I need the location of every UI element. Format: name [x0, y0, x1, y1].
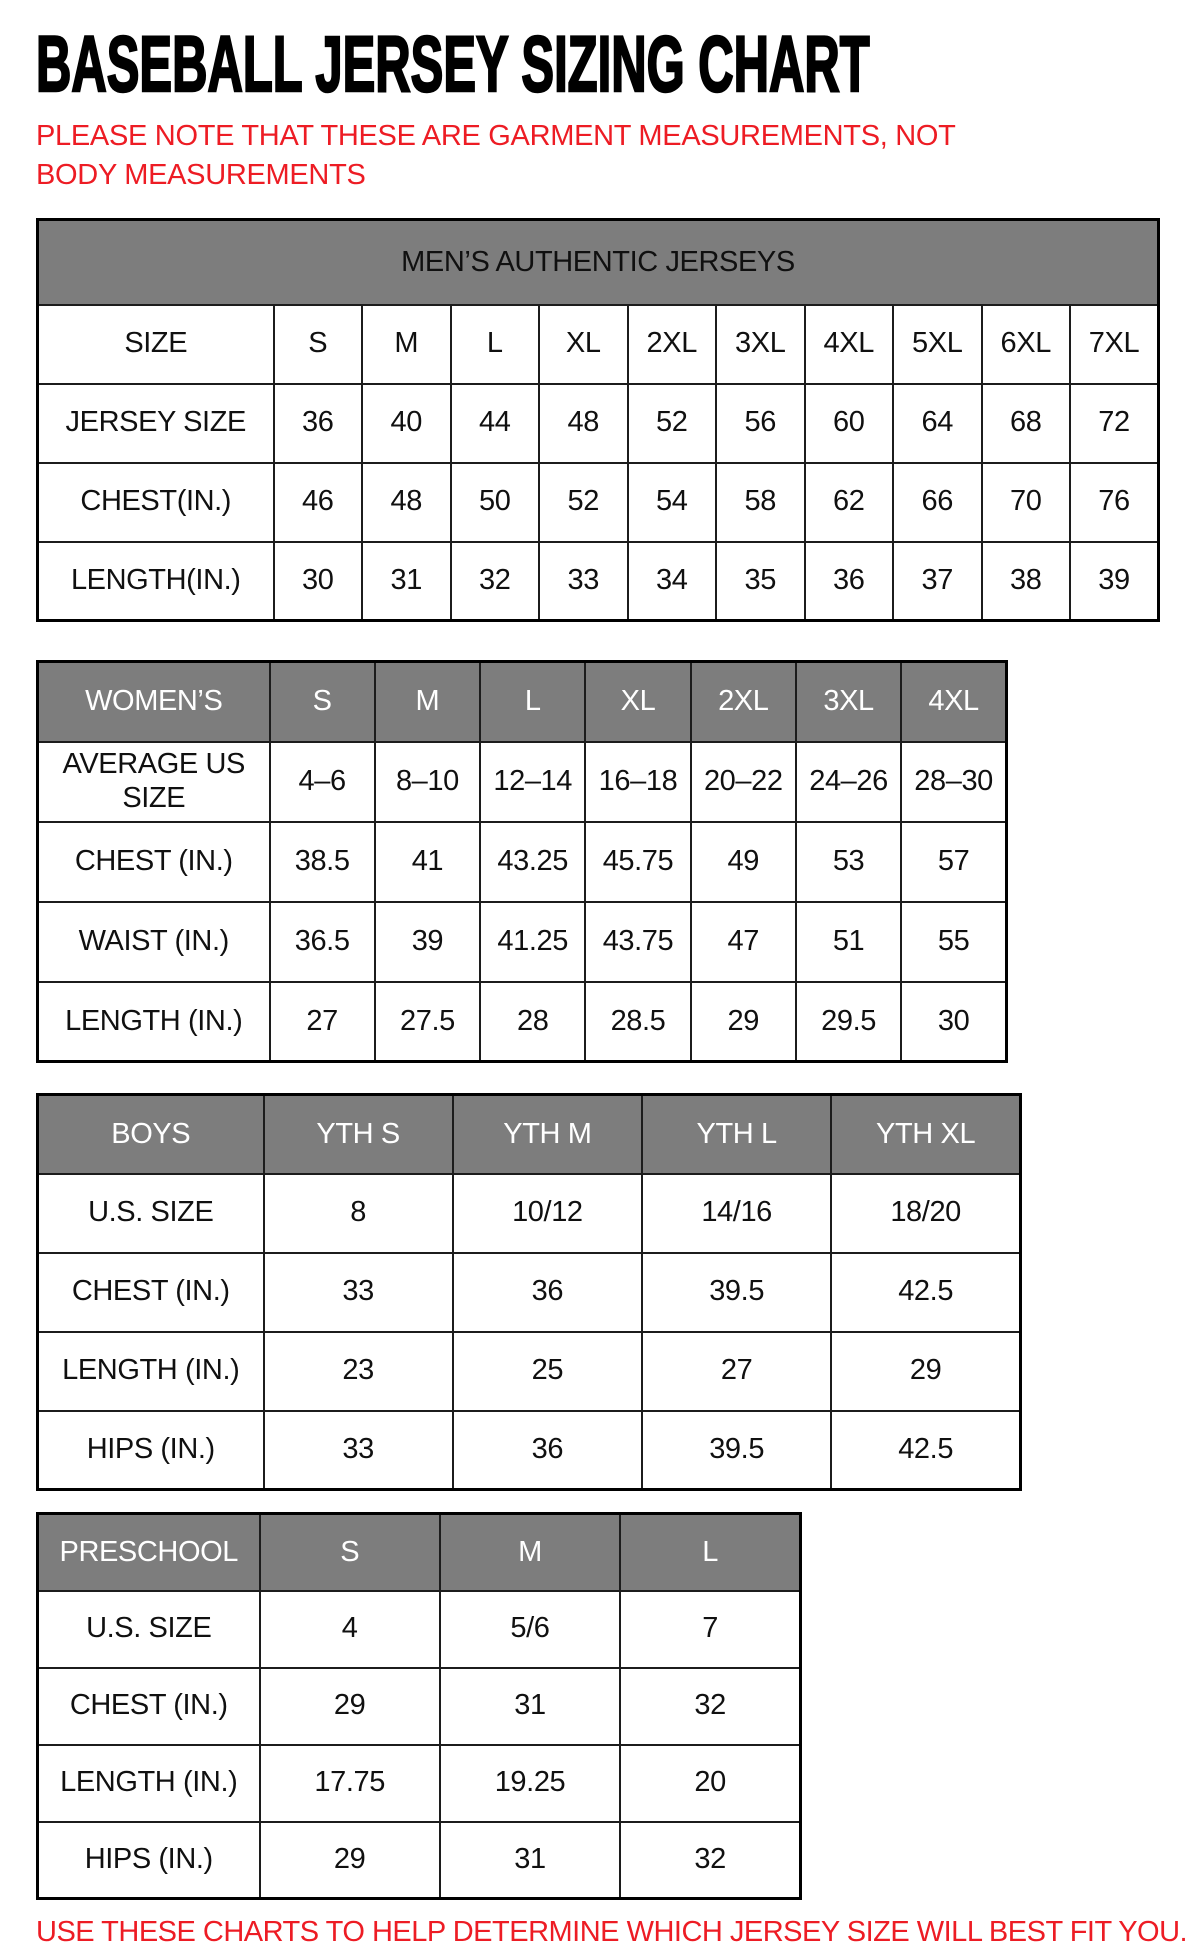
table-cell: 29 — [831, 1332, 1020, 1411]
column-header-cell: 5XL — [893, 305, 982, 384]
table-cell: 8 — [264, 1174, 453, 1253]
table-cell: 53 — [796, 822, 901, 902]
table-row — [38, 822, 1007, 902]
table-cell: 70 — [982, 463, 1071, 542]
row-label-cell: CHEST (IN.) — [38, 1668, 260, 1745]
row-label-cell: LENGTH(IN.) — [38, 542, 274, 621]
table-cell: 33 — [264, 1253, 453, 1332]
boys-jerseys-table-section — [36, 1093, 1200, 1491]
table-cell: 31 — [440, 1822, 620, 1899]
row-label-cell: LENGTH (IN.) — [38, 1332, 264, 1411]
row-label-cell: LENGTH (IN.) — [38, 1745, 260, 1822]
table-cell: 29 — [260, 1668, 440, 1745]
row-label-cell: U.S. SIZE — [38, 1591, 260, 1668]
table-cell: 29 — [260, 1822, 440, 1899]
column-header-cell: L — [620, 1514, 800, 1591]
table-row — [38, 1411, 1021, 1490]
table-cell: 29.5 — [796, 982, 901, 1062]
column-header-cell: S — [274, 305, 363, 384]
row-label-cell: HIPS (IN.) — [38, 1822, 260, 1899]
table-row — [38, 1591, 801, 1668]
row-label-cell: U.S. SIZE — [38, 1174, 264, 1253]
table-cell: 50 — [451, 463, 540, 542]
table-cell: 28.5 — [585, 982, 690, 1062]
table-cell: 36 — [453, 1253, 642, 1332]
table-cell: 39 — [375, 902, 480, 982]
table-cell: 23 — [264, 1332, 453, 1411]
table-cell: 40 — [362, 384, 451, 463]
table-cell: 16–18 — [585, 742, 690, 822]
table-cell: 39.5 — [642, 1253, 831, 1332]
table-cell: 36 — [805, 542, 894, 621]
table-cell: 49 — [691, 822, 796, 902]
table-cell: 39 — [1070, 542, 1159, 621]
row-label-cell: AVERAGE US SIZE — [38, 742, 270, 822]
column-header-cell: 4XL — [901, 662, 1006, 742]
table-cell: 37 — [893, 542, 982, 621]
table-cell: 51 — [796, 902, 901, 982]
column-header-cell: 4XL — [805, 305, 894, 384]
table-cell: 47 — [691, 902, 796, 982]
column-header-cell: 3XL — [716, 305, 805, 384]
table-cell: 36 — [274, 384, 363, 463]
table-cell: 20–22 — [691, 742, 796, 822]
table-cell: 60 — [805, 384, 894, 463]
table-cell: 66 — [893, 463, 982, 542]
table-cell: 52 — [539, 463, 628, 542]
table-row — [38, 542, 1159, 621]
header-row — [38, 305, 1159, 384]
column-header-cell: M — [440, 1514, 620, 1591]
table-cell: 27 — [270, 982, 375, 1062]
column-header-cell: YTH M — [453, 1095, 642, 1174]
table-cell: 44 — [451, 384, 540, 463]
table-cell: 42.5 — [831, 1253, 1020, 1332]
table-cell: 28–30 — [901, 742, 1006, 822]
table-cell: 25 — [453, 1332, 642, 1411]
table-cell: 31 — [440, 1668, 620, 1745]
table-cell: 8–10 — [375, 742, 480, 822]
table-cell: 27 — [642, 1332, 831, 1411]
table-cell: 4 — [260, 1591, 440, 1668]
table-row — [38, 1332, 1021, 1411]
row-label-cell: CHEST(IN.) — [38, 463, 274, 542]
column-header-cell: L — [451, 305, 540, 384]
table-cell: 20 — [620, 1745, 800, 1822]
row-label-cell: CHEST (IN.) — [38, 1253, 264, 1332]
table-row — [38, 1668, 801, 1745]
column-header-cell: L — [480, 662, 585, 742]
table-banner-cell: MEN’S AUTHENTIC JERSEYS — [38, 220, 1159, 305]
table-cell: 52 — [628, 384, 717, 463]
table-cell: 38.5 — [270, 822, 375, 902]
footer-note: USE THESE CHARTS TO HELP DETERMINE WHICH JERSEY SIZE WILL BEST FIT YOU. — [36, 1916, 1188, 1949]
table-cell: 36 — [453, 1411, 642, 1490]
table-cell: 54 — [628, 463, 717, 542]
table-cell: 57 — [901, 822, 1006, 902]
table-cell: 32 — [620, 1668, 800, 1745]
womens-sizing-table — [36, 660, 1008, 1063]
table-row — [38, 1174, 1021, 1253]
table-cell: 19.25 — [440, 1745, 620, 1822]
table-cell: 64 — [893, 384, 982, 463]
boys-sizing-table — [36, 1093, 1022, 1491]
column-header-cell: S — [260, 1514, 440, 1591]
preschool-jerseys-table-section — [36, 1512, 1200, 1900]
row-label-cell: WAIST (IN.) — [38, 902, 270, 982]
header-row — [38, 1514, 801, 1591]
table-cell: 18/20 — [831, 1174, 1020, 1253]
table-cell: 14/16 — [642, 1174, 831, 1253]
corner-header-cell: WOMEN’S — [38, 662, 270, 742]
table-cell: 58 — [716, 463, 805, 542]
table-row — [38, 982, 1007, 1062]
table-cell: 27.5 — [375, 982, 480, 1062]
table-cell: 72 — [1070, 384, 1159, 463]
table-cell: 34 — [628, 542, 717, 621]
table-cell: 38 — [982, 542, 1071, 621]
table-row — [38, 463, 1159, 542]
row-label-cell: HIPS (IN.) — [38, 1411, 264, 1490]
table-row — [38, 742, 1007, 822]
table-cell: 55 — [901, 902, 1006, 982]
table-row — [38, 902, 1007, 982]
column-header-cell: M — [362, 305, 451, 384]
table-cell: 43.75 — [585, 902, 690, 982]
corner-header-cell: PRESCHOOL — [38, 1514, 260, 1591]
column-header-cell: YTH S — [264, 1095, 453, 1174]
column-header-cell: 6XL — [982, 305, 1071, 384]
table-cell: 46 — [274, 463, 363, 542]
corner-header-cell: SIZE — [38, 305, 274, 384]
table-cell: 10/12 — [453, 1174, 642, 1253]
table-row — [38, 384, 1159, 463]
table-cell: 7 — [620, 1591, 800, 1668]
table-cell: 33 — [539, 542, 628, 621]
table-cell: 30 — [901, 982, 1006, 1062]
preschool-sizing-table — [36, 1512, 802, 1900]
table-cell: 33 — [264, 1411, 453, 1490]
table-cell: 39.5 — [642, 1411, 831, 1490]
row-label-cell: JERSEY SIZE — [38, 384, 274, 463]
column-header-cell: 3XL — [796, 662, 901, 742]
table-cell: 48 — [539, 384, 628, 463]
garment-measurement-note: PLEASE NOTE THAT THESE ARE GARMENT MEASUREMENTS, NOT BODY MEASUREMENTS — [36, 120, 956, 191]
table-cell: 24–26 — [796, 742, 901, 822]
table-cell: 4–6 — [270, 742, 375, 822]
mens-sizing-table — [36, 218, 1160, 622]
table-cell: 29 — [691, 982, 796, 1062]
header-row — [38, 1095, 1021, 1174]
column-header-cell: XL — [539, 305, 628, 384]
page-title: BASEBALL JERSEY SIZING CHART — [36, 19, 870, 108]
table-row — [38, 1822, 801, 1899]
table-cell: 68 — [982, 384, 1071, 463]
banner-row — [38, 220, 1159, 305]
table-cell: 31 — [362, 542, 451, 621]
header-row — [38, 662, 1007, 742]
table-row — [38, 1253, 1021, 1332]
column-header-cell: M — [375, 662, 480, 742]
column-header-cell: 2XL — [628, 305, 717, 384]
table-cell: 30 — [274, 542, 363, 621]
column-header-cell: YTH XL — [831, 1095, 1020, 1174]
table-cell: 48 — [362, 463, 451, 542]
column-header-cell: S — [270, 662, 375, 742]
row-label-cell: LENGTH (IN.) — [38, 982, 270, 1062]
table-cell: 12–14 — [480, 742, 585, 822]
womens-jerseys-table-section — [36, 660, 1200, 1063]
column-header-cell: 7XL — [1070, 305, 1159, 384]
table-cell: 41.25 — [480, 902, 585, 982]
table-cell: 41 — [375, 822, 480, 902]
table-cell: 62 — [805, 463, 894, 542]
table-cell: 28 — [480, 982, 585, 1062]
row-label-cell: CHEST (IN.) — [38, 822, 270, 902]
table-cell: 56 — [716, 384, 805, 463]
column-header-cell: YTH L — [642, 1095, 831, 1174]
table-cell: 32 — [620, 1822, 800, 1899]
table-row — [38, 1745, 801, 1822]
table-cell: 45.75 — [585, 822, 690, 902]
mens-jerseys-table-section — [36, 218, 1200, 622]
column-header-cell: 2XL — [691, 662, 796, 742]
corner-header-cell: BOYS — [38, 1095, 264, 1174]
table-cell: 76 — [1070, 463, 1159, 542]
table-cell: 43.25 — [480, 822, 585, 902]
table-cell: 32 — [451, 542, 540, 621]
table-cell: 35 — [716, 542, 805, 621]
table-cell: 42.5 — [831, 1411, 1020, 1490]
column-header-cell: XL — [585, 662, 690, 742]
table-cell: 17.75 — [260, 1745, 440, 1822]
table-cell: 36.5 — [270, 902, 375, 982]
table-cell: 5/6 — [440, 1591, 620, 1668]
